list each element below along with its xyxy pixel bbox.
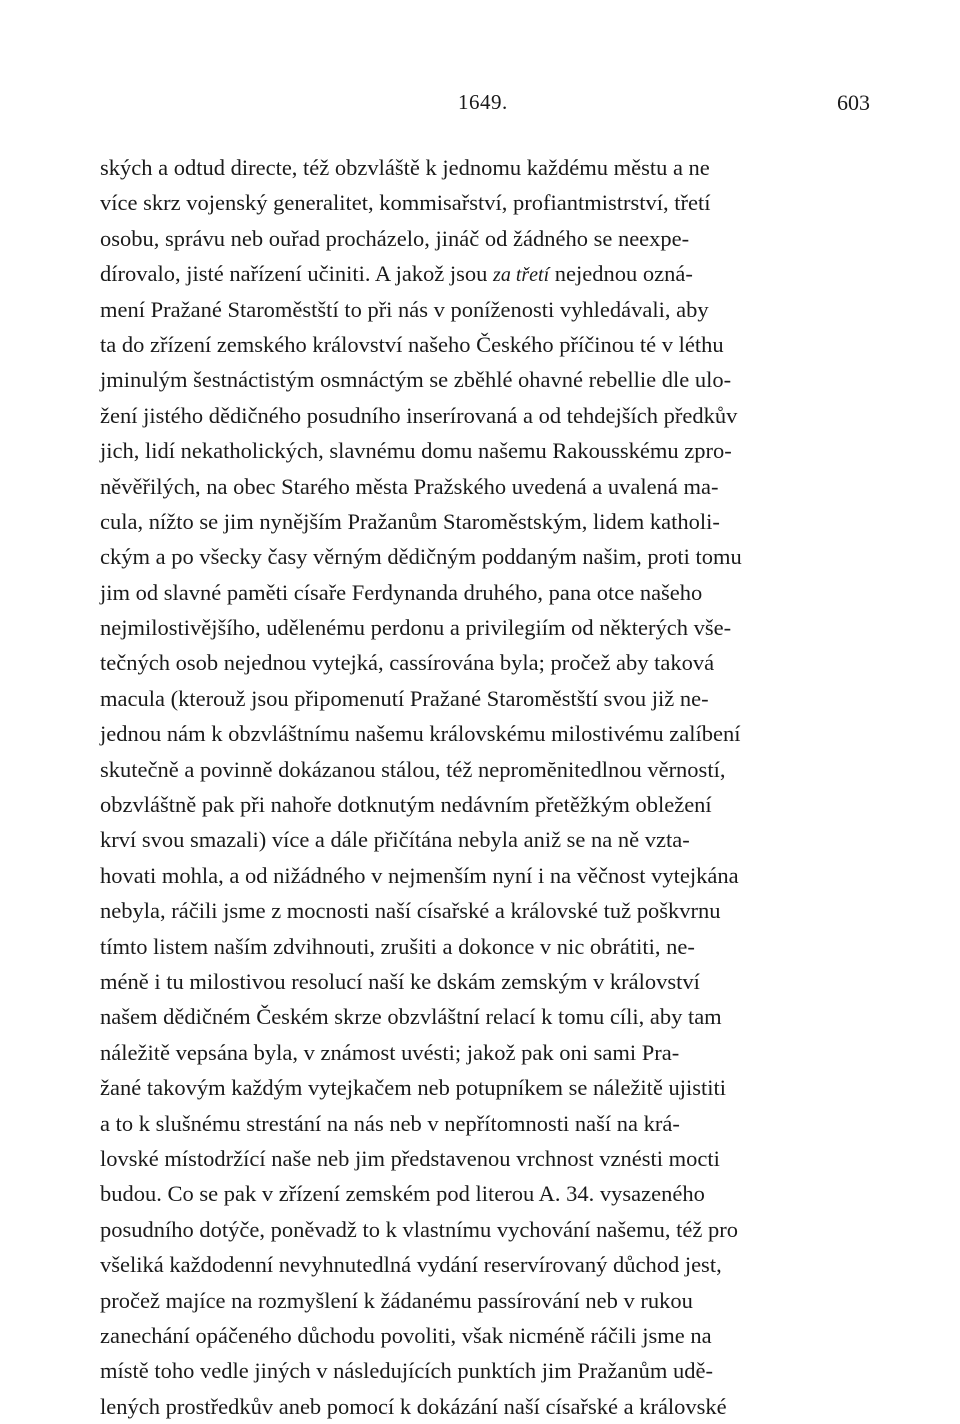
header-year: 1649. [458,90,508,114]
text-line: zanechání opáčeného důchodu povoliti, však nicméně ráčili jsme na [100,1322,712,1348]
italic-segment: za třetí [493,264,550,287]
text-line: krví svou smazali) více a dále přičítána nebyla aniž se na ně vzta- [100,827,690,853]
page-number: 603 [837,90,870,115]
text-line: skutečně a povinně dokázanou stálou, též nepromĕnitedlnou věrností, [100,756,726,782]
text-line: mení Pražané Staroměstští to při nás v poníženosti vyhledávali, aby [100,296,709,322]
text-line: hovati mohla, a od nižádného v nejmenším nyní i na věčnost vytejkána [100,862,739,888]
text-line: žané takovým každým vytejkačem neb potupníkem se náležitě ujistiti [100,1075,727,1101]
text-line: tečných osob nejednou vytejká, cassírována byla; pročež aby taková [100,650,715,676]
text-line: více skrz vojenský generalitet, kommisařství, profiantmistrství, třetí [100,190,711,216]
text-line: našem dědičném Českém skrze obzvláštní relací k tomu cíli, aby tam [100,1004,722,1030]
text-line: lovské místodržící naše neb jim představenou vrchnost vznésti mocti [100,1145,720,1171]
text-line-with-italic [100,256,870,291]
text-segment: dírovalo, jisté nařízení učiniti. A jakož jsou [100,261,494,287]
text-line: osobu, správu neb ouřad procházelo, jináč od žádného se neexpe- [100,225,690,251]
body-text [100,150,870,1424]
text-line: a to k slušnému strestání na nás neb v nepřítomnosti naší na krá- [100,1110,680,1136]
text-line: méně i tu milostivou resolucí naší ke dskám zemským v království [100,968,700,994]
text-line: cula, nížto se jim nynějším Pražanům Staroměstským, lidem katholi- [100,508,720,534]
text-segment: nejednou ozná- [549,261,693,287]
text-line: ta do zřízení zemského království našeho Českého příčinou té v léthu [100,331,724,357]
text-line: macula (kterouž jsou připomenutí Pražané Staroměstští svou již ne- [100,685,709,711]
text-line: místě toho vedle jiných v následujících punktích jim Pražanům udě- [100,1358,713,1384]
text-line: náležitě vepsána byla, v známost uvésti; jakož pak oni sami Pra- [100,1039,680,1065]
text-line: něvěřilých, na obec Starého města Pražského uvedená a uvalená ma- [100,473,719,499]
text-line: pročež majíce na rozmyšlení k žádanému passírování neb v rukou [100,1287,693,1313]
text-line: všeliká každodenní nevyhnutedlná vydání reservírovaný důchod jest, [100,1252,722,1278]
text-line: ských a odtud directe, též obzvláště k jednomu každému městu a ne [100,155,710,180]
text-line: jednou nám k obzvláštnímu našemu královskému milostivému zalíbení [100,721,741,747]
text-line: žení jistého dědičného posudního inserírovaná a od tehdejších předkův [100,402,738,428]
text-line: jim od slavné paměti císaře Ferdynanda druhého, pana otce našeho [100,579,703,605]
text-line: budou. Co se pak v zřízení zemském pod literou A. 34. vysazeného [100,1181,705,1207]
text-line: lených prostředkův aneb pomocí k dokázání naší císařské a královské [100,1393,727,1419]
page-header [100,90,870,120]
text-line: nejmilostivějšího, udělenému perdonu a privilegiím od některých vše- [100,615,732,641]
text-line: jich, lidí nekatholických, slavnému domu našemu Rakousskému zpro- [100,438,732,464]
text-line: jminulým šestnáctistým osmnáctým se zběhlé ohavné rebellie dle ulo- [100,367,732,393]
text-line: ckým a po všecky časy věrným dědičným poddaným našim, proti tomu [100,544,742,570]
text-line: posudního dotýče, poněvadž to k vlastnímu vychování našemu, též pro [100,1216,738,1242]
text-line: nebyla, ráčili jsme z mocnosti naší císařské a královské tuž poškvrnu [100,898,721,924]
text-line: tímto listem naším zdvihnouti, zrušiti a dokonce v nic obrátiti, ne- [100,933,695,959]
text-line: obzvláštně pak při nahoře dotknutým nedávním přetěžkým obležení [100,792,712,818]
